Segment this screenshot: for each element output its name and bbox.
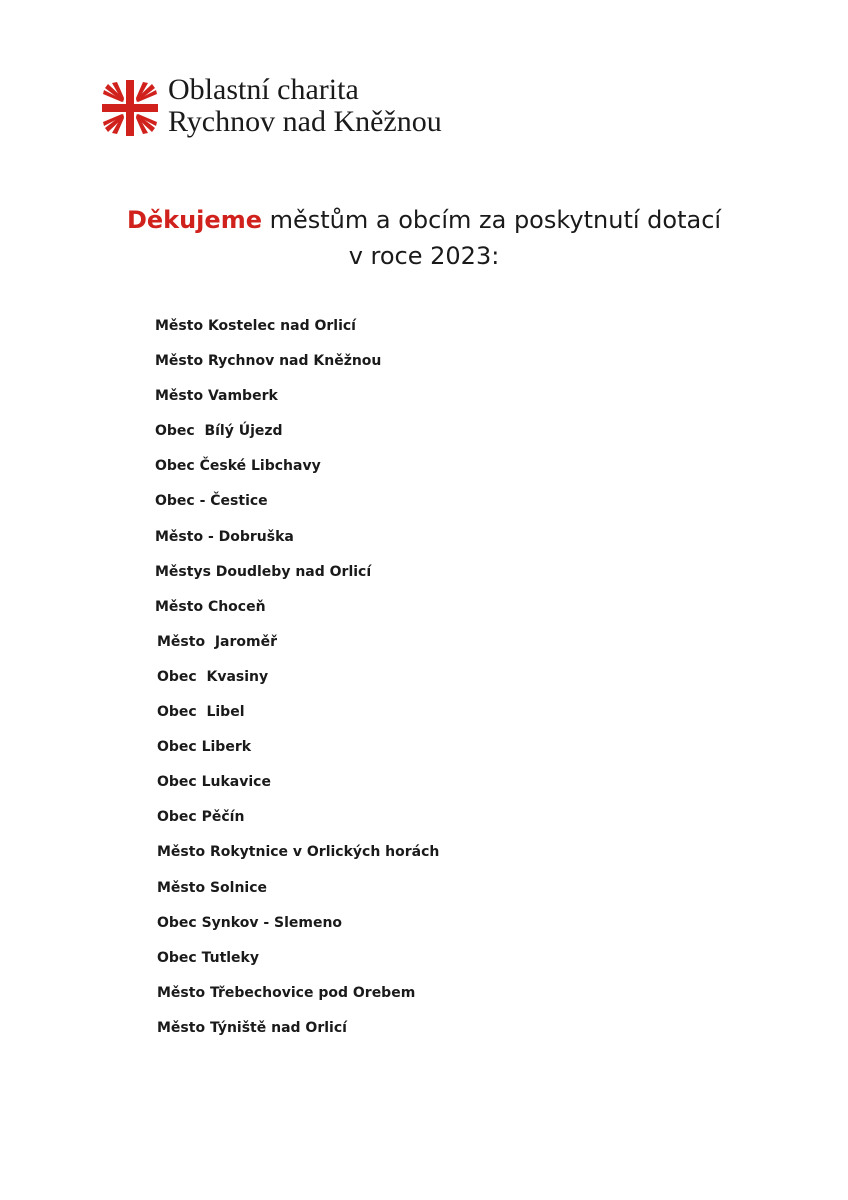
caritas-cross-icon xyxy=(100,78,160,138)
heading-accent: Děkujeme xyxy=(126,206,262,234)
list-item: Městys Doudleby nad Orlicí xyxy=(155,563,372,580)
list-item: Město - Dobruška xyxy=(155,528,294,545)
list-item: Město Vamberk xyxy=(155,388,278,405)
list-item: Město Kostelec nad Orlicí xyxy=(155,318,356,334)
organization-name xyxy=(168,74,442,138)
list-item: Město Rychnov nad Kněžnou xyxy=(155,353,382,370)
list-item: Obec Bílý Újezd xyxy=(155,423,283,440)
list-item: Obec Synkov - Slemeno xyxy=(157,914,343,931)
list-item: Město Choceň xyxy=(155,598,266,615)
list-item: Obec Libel xyxy=(157,704,245,721)
list-item: Obec Tutleky xyxy=(157,949,259,966)
list-item: Obec Lukavice xyxy=(157,774,271,791)
organization-name-line2: Rychnov nad Kněžnou xyxy=(168,105,442,138)
list-item: Obec České Libchavy xyxy=(155,458,321,475)
heading-line1 xyxy=(0,202,848,238)
list-item: Město Rokytnice v Orlických horách xyxy=(157,844,440,861)
list-item: Obec Kvasiny xyxy=(157,668,269,685)
heading-line2: v roce 2023: xyxy=(348,242,500,270)
list-item: Město Týniště nad Orlicí xyxy=(157,1019,347,1036)
organization-name-line1: Oblastní charita xyxy=(168,73,359,106)
list-item: Město Jaroměř xyxy=(157,633,277,650)
organization-logo xyxy=(100,73,442,138)
list-item: Město Solnice xyxy=(157,879,268,896)
list-item: Obec Liberk xyxy=(157,739,252,756)
list-item: Obec Pěčín xyxy=(157,809,245,826)
list-item: Obec - Čestice xyxy=(155,493,268,510)
heading-rest: městům a obcím za poskytnutí dotací xyxy=(261,206,722,234)
municipality-list xyxy=(0,313,439,1050)
list-item: Město Třebechovice pod Orebem xyxy=(157,984,416,1001)
page-heading xyxy=(0,202,848,274)
